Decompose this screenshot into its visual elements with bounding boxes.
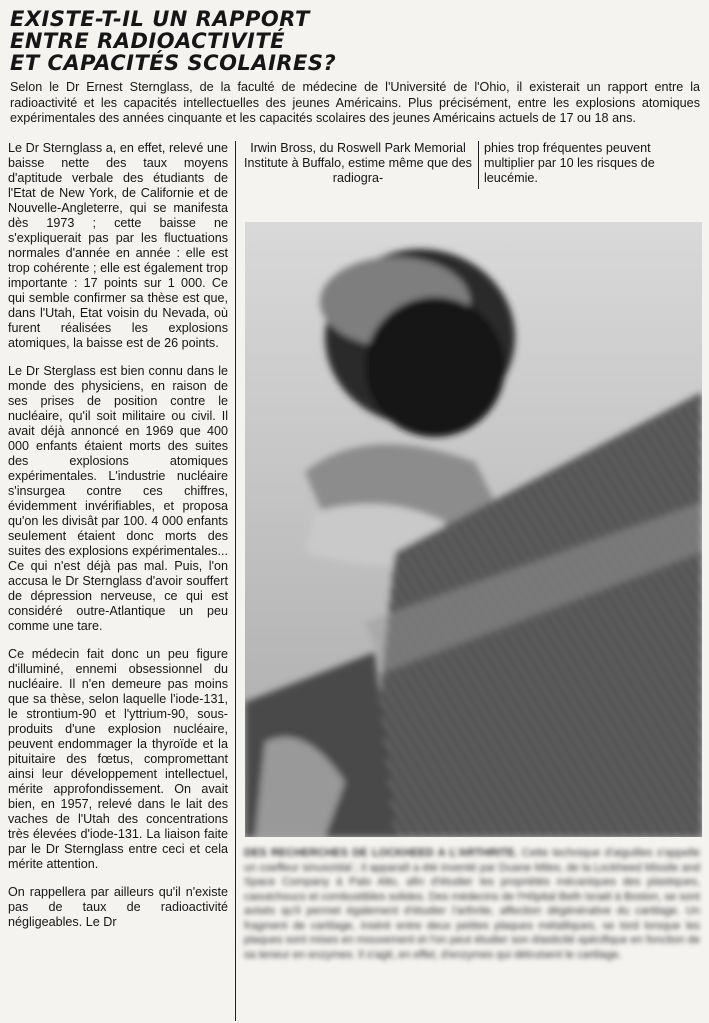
caption-lead: DES RECHERCHES DE LOCKHEED A L'ARTHRITE. xyxy=(244,847,518,859)
article-column-2 xyxy=(242,141,474,186)
column-divider-left xyxy=(235,141,236,1021)
column-2-text: Irwin Bross, du Roswell Park Memorial Institute à Buffalo, estime même que des radiogra- xyxy=(244,141,472,185)
headline xyxy=(10,8,570,74)
article-paragraph-3: Ce médecin fait donc un peu figure d'illuminé, ennemi obsessionnel du nucléaire. Il n'en demeure pas moins que sa thèse, selon laquelle l'iode-131, le strontium-90 et l'yttrium-90, sous-produits d'une explosion nucléaire, peuvent endommager la thyroïde et la pituitaire des fœtus, compromettant ainsi leur développement intellectuel, mérite approfondissement. On avait bien, en 1957, relevé dans le lait des vaches de l'Utah des concentrations très élevées d'iode-131. La liaison faite par le Dr Sternglass entre ceci et cela mérite attention. xyxy=(8,647,228,871)
caption-body: Cette technique d'aiguilles s'appelle un coeffeur sinusoïdal ; il apparaît a été inventé par Duane Miles, de la Lockheed Missile and Space Company à Palo Alto, afin d'étudier les propriétés mécaniques des plastiques, caoutchoucs et combustibles solides. Des médecins de l'Hôpital Beth Israël à Boston, se sont avisés qu'il permet également d'étudier l'arthrite, affection dégénérative du cartilage. Un fragment de cartilage, inséré entre deux petites plaques métalliques, se tord lorsque les plaques sont mises en mouvement et l'on peut étudier son élasticité spécifique en fonction de sa teneur en enzymes. Il s'agit, en effet, d'enzymes qui détruisent le cartilage. xyxy=(244,847,700,961)
article-paragraph-1: Le Dr Sternglass a, en effet, relevé une baisse nette des taux moyens d'aptitude verbale des étudiants de l'Etat de New York, de Californie et de Nouvelle-Angleterre, qui se manifesta dès 1973 ; cette baisse ne s'expliquerait pas par les fluctuations normales d'année en année : elle est trop cohérente ; elle est également trop importante : 17 points sur 1 000. Ce qui semble confirmer sa thèse est que, dans l'Utah, Etat voisin du Nevada, où furent réalisées les explosions atomiques, la baisse est de 26 points. xyxy=(8,141,228,350)
headline-line-1: EXISTE-T-IL UN RAPPORT xyxy=(10,7,310,31)
column-3-text: phies trop fréquentes peuvent multiplier par 10 les risques de leucémie. xyxy=(484,141,655,185)
headline-line-2: ENTRE RADIOACTIVITÉ xyxy=(10,29,285,53)
photo-caption xyxy=(244,846,700,962)
article-column-1 xyxy=(8,141,228,943)
intro-paragraph: Selon le Dr Ernest Sternglass, de la faculté de médecine de l'Université de l'Ohio, il existerait un rapport entre la radioactivité et les capacités intellectuelles des jeunes Américains. Plus précisément, entre les explosions atomiques expérimentales des années cinquante et les capacités scolaires des jeunes Américains actuels de 17 ou 18 ans. xyxy=(10,80,700,125)
article-paragraph-2: Le Dr Sterglass est bien connu dans le monde des physiciens, en raison de ses prises de position contre le nucléaire, qu'il soit militaire ou civil. Il avait déjà annoncé en 1969 que 400 000 enfants étaient morts des suites des explosions atomiques expérimentales. L'industrie nucléaire s'insurgea contre ces chiffres, évidemment invérifiables, et proposa qu'on les divisât par 100. 4 000 enfants seulement étaient donc morts des suites des explosions expérimentales... Ce qui n'est déjà pas mal. Puis, l'on accusa le Dr Sternglass d'avoir souffert de dépression nerveuse, ce qui est considéré outre-Atlantique un peu comme une tare. xyxy=(8,364,228,633)
headline-line-3: ET CAPACITÉS SCOLAIRES? xyxy=(10,51,337,75)
column-divider-right xyxy=(478,141,479,189)
article-paragraph-4: On rappellera par ailleurs qu'il n'existe pas de taux de radioactivité négligeables. Le Dr xyxy=(8,885,228,929)
photo-illustration xyxy=(245,222,702,837)
article-column-3 xyxy=(484,141,700,186)
photo-researcher-with-instrument xyxy=(245,222,702,837)
